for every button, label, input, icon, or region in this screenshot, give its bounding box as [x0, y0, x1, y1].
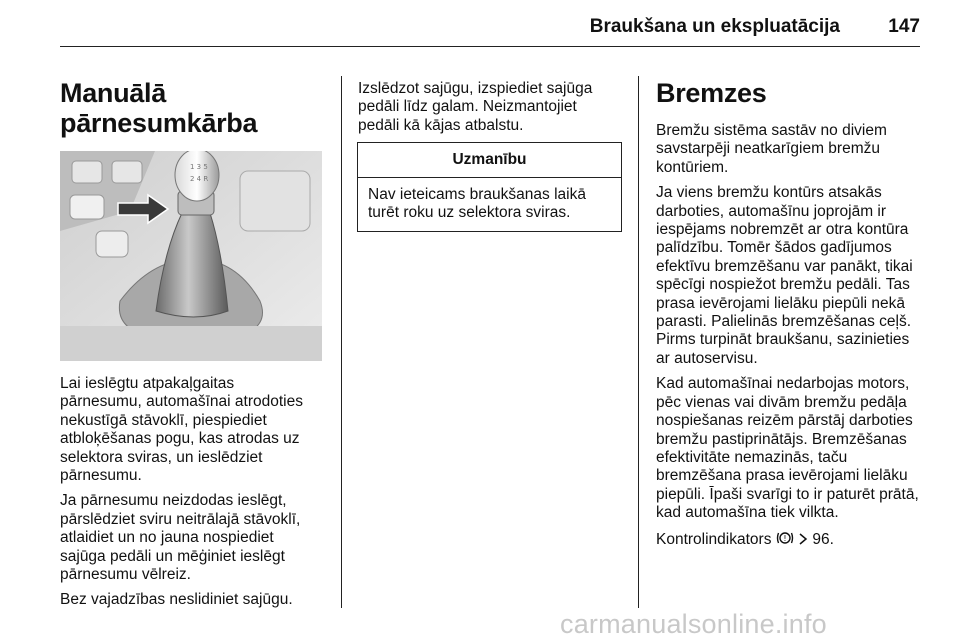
svg-text:2 4 R: 2 4 R — [190, 175, 209, 183]
watermark: carmanualsonline.info — [560, 609, 827, 639]
manual-gearbox-heading — [60, 78, 330, 138]
indicator-reference: Kontrolindikators ! 96. — [656, 530, 928, 551]
caution-text: Nav ieteicams braukšanas laikā turēt roku uz selektora sviras. — [368, 186, 586, 222]
brakes-section — [656, 78, 928, 558]
brakes-heading: Bremzes — [656, 78, 767, 108]
gear-lever-illustration — [60, 151, 322, 361]
heading-line: pārnesumkārba — [60, 108, 258, 138]
section-title: Braukšana un ekspluatācija — [589, 16, 840, 37]
page-header — [60, 14, 920, 47]
svg-text:1 3 5: 1 3 5 — [190, 163, 208, 171]
paragraph: Izslēdzot sajūgu, izspiediet sajūga pedāli līdz galam. Neizmantojiet pedāli kā kājas atbalstu. — [358, 80, 593, 134]
svg-text:!: ! — [783, 533, 787, 543]
clutch-text — [358, 80, 623, 142]
page-reference-icon — [798, 532, 808, 551]
column-divider — [341, 76, 342, 608]
paragraph: Bremžu sistēma sastāv no diviem savstarpēji neatkarīgiem bremžu kontūriem. — [656, 122, 887, 176]
heading-line: Manuālā — [60, 78, 166, 108]
paragraph: Bez vajadzības neslidiniet sajūgu. — [60, 591, 293, 609]
paragraph: Kad automašīnai nedarbojas motors, pēc vienas vai divām bremžu pedāļa nospiešanas reizēm pārstāj darboties bremžu pastiprinātājs. Bremzēšanas efektivitāte nemazinās, taču bremzēšana prasa ievērojami lielāku piepūli. Īpaši svarīgi to ir paturēt prātā, kad automašīna tiek vilkta. — [656, 375, 919, 522]
reference-page[interactable]: 96. — [812, 530, 834, 548]
page-number: 147 — [888, 16, 920, 37]
gear-lever-drawing — [60, 151, 322, 361]
column-divider — [638, 76, 639, 608]
brake-warning-icon — [776, 530, 794, 551]
paragraph: Ja pārnesumu neizdodas ieslēgt, pārslēdziet sviru neitrālajā stāvoklī, atlaidiet un no jauna nospiediet sajūga pedāli un mēģiniet ieslēgt pārnesumu vēlreiz. — [60, 492, 301, 584]
caution-title: Uzmanību — [358, 143, 621, 178]
caution-box — [357, 142, 622, 232]
paragraph: Ja viens bremžu kontūrs atsakās darboties, automašīnu joprojām ir iespējams nobremzēt ar otra kontūra palīdzību. Tomēr šādos gadījumos efektīvu bremzēšanu var panākt, tikai spēcīgi nospiežot bremžu pedāli. Tas prasa ievērojami lielāku piepūli nekā parasti. Palielinās bremzēšanas ceļš. Pirms turpināt braukšanu, sazinieties ar autoservisu. — [656, 184, 913, 367]
paragraph: Lai ieslēgtu atpakaļgaitas pārnesumu, automašīnai atrodoties nekustīgā stāvoklī, piespiediet atbloķēšanas pogu, kas atrodas uz selektora sviras, un ieslēdziet pārnesumu. — [60, 375, 303, 485]
manual-gearbox-text — [60, 375, 335, 617]
